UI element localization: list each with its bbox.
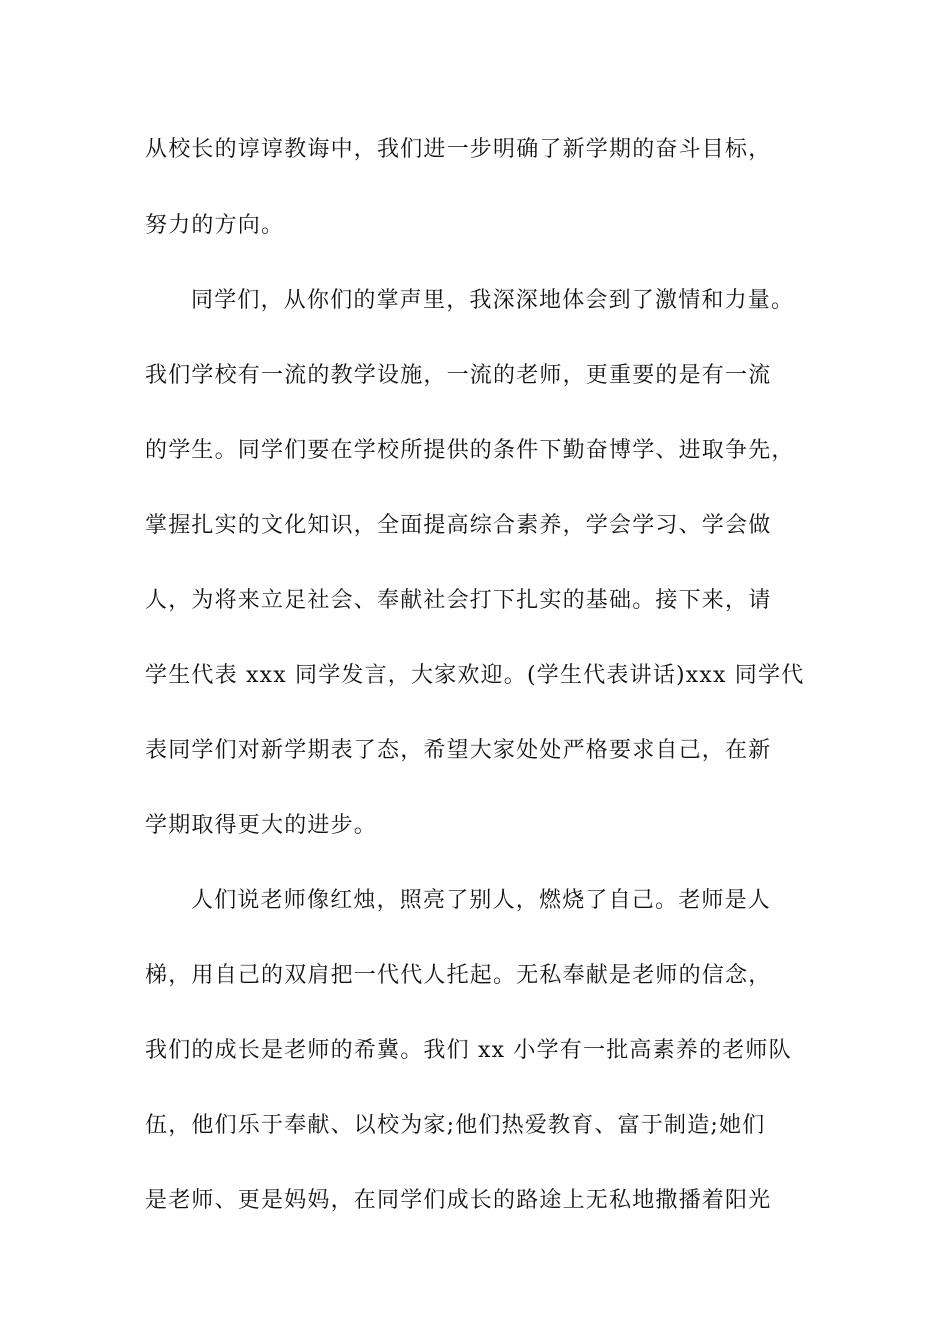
text-line: 我们学校有一流的教学设施，一流的老师，更重要的是有一流: [145, 363, 772, 388]
paragraph-start-line: 同学们，从你们的掌声里，我深深地体会到了激情和力量。: [191, 288, 795, 313]
text-line: 表同学们对新学期表了态，希望大家处处严格要求自己，在新: [145, 738, 772, 763]
text-line: 伍，他们乐于奉献、以校为家;他们热爱教育、富于制造;她们: [145, 1113, 766, 1138]
text-line: 掌握扎实的文化知识，全面提高综合素养，学会学习、学会做: [145, 513, 772, 538]
text-line: 从校长的谆谆教诲中，我们进一步明确了新学期的奋斗目标，: [145, 137, 772, 162]
text-line: 梯，用自己的双肩把一代代人托起。无私奉献是老师的信念，: [145, 963, 772, 988]
text-line: 人，为将来立足社会、奉献社会打下扎实的基础。接下来，请: [145, 588, 772, 613]
text-line: 是老师、更是妈妈，在同学们成长的路途上无私地撒播着阳光: [145, 1188, 772, 1213]
text-line: 我们的成长是老师的希冀。我们 xx 小学有一批高素养的老师队: [145, 1038, 792, 1063]
text-line: 的学生。同学们要在学校所提供的条件下勤奋博学、进取争先，: [145, 438, 795, 463]
text-line: 学期取得更大的进步。: [145, 813, 378, 838]
text-line: 学生代表 xxx 同学发言，大家欢迎。(学生代表讲话)xxx 同学代: [145, 663, 805, 688]
paragraph-start-line: 人们说老师像红烛，照亮了别人，燃烧了自己。老师是人: [191, 888, 772, 913]
text-line: 努力的方向。: [145, 213, 285, 238]
